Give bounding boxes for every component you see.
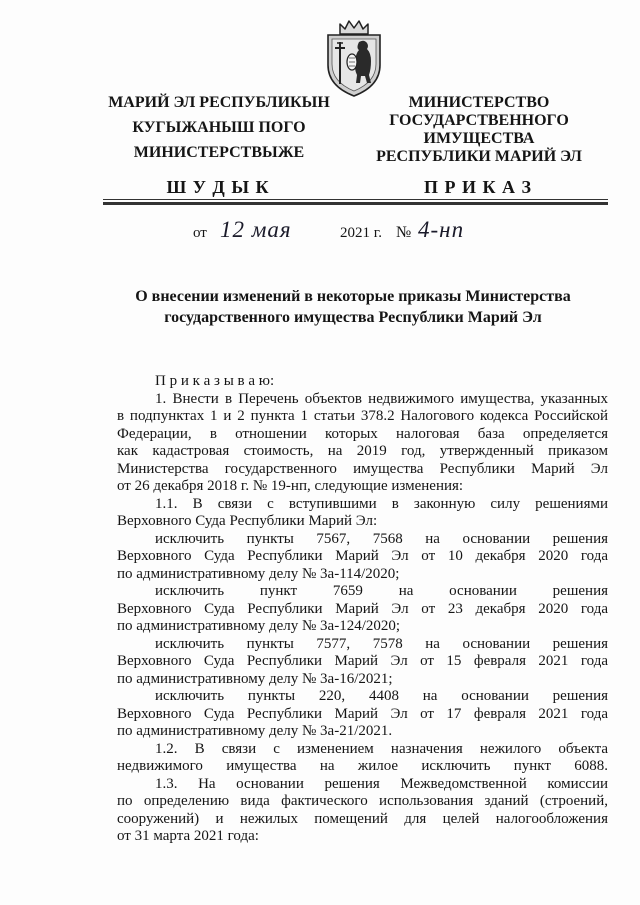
body-line: 1. Внести в Перечень объектов недвижимого имущества, указанных	[155, 390, 608, 407]
order-title	[103, 286, 603, 328]
body-line: 1.1. В связи с вступившими в законную силу решениями	[155, 495, 608, 512]
body-line: Верховного Суда Республики Марий Эл от 23 декабря 2020 года	[117, 600, 608, 617]
header-right-line: ГОСУДАРСТВЕННОГО	[389, 112, 569, 129]
paragraph-item-1-3	[117, 776, 608, 846]
body-line: сооружений) и нежилых помещений для целей налогообложения	[117, 810, 608, 827]
header-left-line: КУГЫЖАНЫШ ПОГО	[132, 119, 306, 136]
order-number-handwritten: 4-нп	[418, 217, 465, 242]
header-left-block	[99, 90, 339, 165]
body-line: как кадастровая стоимость, на 2019 год, утвержденный приказом	[117, 443, 608, 459]
paragraph-item-1	[117, 391, 608, 496]
header-right-block	[359, 94, 599, 166]
body-line: Федерации, в отношении которых налоговая база определяется	[117, 425, 608, 442]
body-line: П р и к а з ы в а ю:	[155, 373, 275, 389]
paragraph-item-1-2	[117, 741, 608, 776]
order-body	[117, 373, 608, 846]
header-left-line: МАРИЙ ЭЛ РЕСПУБЛИКЫН	[108, 94, 330, 111]
body-line: исключить пункты 7577, 7578 на основании решения	[155, 635, 608, 652]
body-line: от 31 марта 2021 года:	[117, 828, 259, 844]
exclusion-entry	[117, 583, 608, 636]
exclusion-entry	[117, 636, 608, 689]
doc-type-russian: П Р И К А З	[423, 177, 533, 197]
body-line: от 26 декабря 2018 г. № 19-нп, следующие изменения:	[117, 478, 464, 494]
exclusion-entry	[117, 531, 608, 584]
header-right-line: МИНИСТЕРСТВО	[408, 94, 550, 111]
exclusion-entry	[117, 688, 608, 741]
body-line: Верховного Суда Республики Марий Эл от 15 февраля 2021 года	[117, 653, 608, 669]
title-line: О внесении изменений в некоторые приказы Министерства	[135, 288, 571, 305]
paragraph-item-1-1	[117, 496, 608, 531]
body-line: 1.2. В связи с изменением назначения нежилого объекта	[155, 740, 608, 757]
body-line: исключить пункты 7567, 7568 на основании решения	[155, 530, 608, 547]
date-prefix: от	[193, 225, 207, 241]
coat-of-arms-icon	[323, 18, 385, 98]
header-left-line: МИНИСТЕРСТВЫЖЕ	[133, 144, 305, 161]
doc-type-mari: Ш У Д Ы К	[166, 177, 270, 197]
header-right-line: ИМУЩЕСТВА	[423, 130, 535, 147]
body-line: 1.3. На основании решения Межведомственной комиссии	[155, 775, 608, 792]
date-handwritten: 12 мая	[220, 217, 292, 242]
coat-of-arms-icon	[323, 18, 385, 98]
body-line: по административному делу № 3а-124/2020;	[117, 618, 401, 634]
body-line: Верховного Суда Республики Марий Эл от 17 февраля 2021 года	[117, 705, 608, 722]
body-line: недвижимого имущества на жилое исключить пункт 6088.	[117, 758, 608, 774]
body-line: по административному делу № 3а-21/2021.	[117, 723, 393, 739]
order-year: 2021 г.	[340, 225, 382, 241]
body-line: исключить пункты 220, 4408 на основании решения	[155, 688, 608, 704]
body-line: исключить пункт 7659 на основании решения	[155, 583, 608, 599]
header-divider	[103, 199, 608, 205]
title-line: государственного имущества Республики Марий Эл	[164, 309, 542, 326]
body-line: по административному делу № 3а-16/2021;	[117, 670, 393, 687]
header-right-line: РЕСПУБЛИКИ МАРИЙ ЭЛ	[376, 148, 582, 165]
body-line: Верховного Суда Республики Марий Эл:	[117, 513, 378, 529]
body-line: по административному делу № 3а-114/2020;	[117, 565, 400, 582]
body-line: в подпунктах 1 и 2 пункта 1 статьи 378.2 Налогового кодекса Российской	[117, 408, 608, 424]
body-line: Министерства государственного имущества Республики Марий Эл	[117, 460, 608, 477]
number-sign: №	[396, 224, 412, 241]
body-line: по определению вида фактического использования зданий (строений,	[117, 793, 608, 809]
body-line: Верховного Суда Республики Марий Эл от 10 декабря 2020 года	[117, 548, 608, 564]
paragraph-order-intro	[117, 373, 608, 391]
